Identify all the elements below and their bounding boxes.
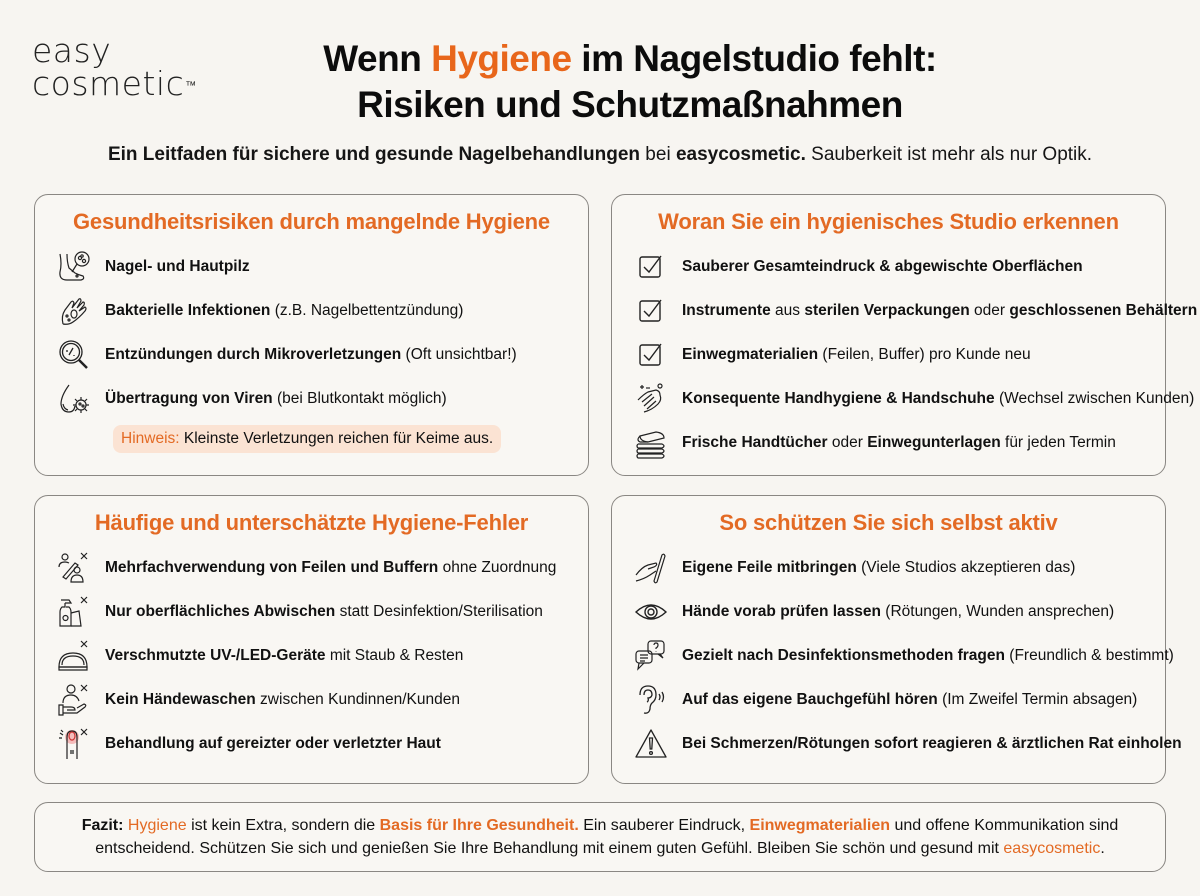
hint-label: Hinweis: [121,430,180,447]
chat-question-icon [634,639,682,673]
card-health-risks [34,194,589,476]
card-title: Häufige und unterschätzte Hygiene-Fehler [94,510,529,535]
title-highlight: Hygiene [431,38,572,79]
towels-icon [634,426,682,460]
subtitle: Ein Leitfaden für sichere und gesunde Nagelbehandlungen bei easycosmetic. Sauberkeit ist mehr als nur Optik. [107,144,1093,165]
hint-text: Kleinste Verletzungen reichen für Keime aus. [179,430,494,447]
logo-line2: cosmetic [32,64,185,103]
spray-wipe-icon [57,595,105,629]
eye-icon [634,595,682,629]
logo-line1: easy [32,31,112,70]
list-item: Übertragung von Viren (bei Blutkontakt möglich) [35,377,588,421]
handwash-icon [634,382,682,416]
card-recognize-studio [611,194,1198,476]
no-handwash-icon [57,683,105,717]
ear-icon [634,683,682,717]
list-item: Nur oberflächliches Abwischen statt Desinfektion/Sterilisation [35,590,588,634]
card-title: So schützen Sie sich selbst aktiv [719,510,1058,535]
checkbox-icon [634,294,682,328]
list-item: Mehrfachverwendung von Feilen und Buffern ohne Zuordnung [35,546,588,590]
list-item: Sauberer Gesamteindruck & abgewischte Oberflächen [612,245,1165,289]
list-item: Entzündungen durch Mikroverletzungen (Oft unsichtbar!) [35,333,588,377]
shared-file-icon [57,551,105,585]
fazit-label: Fazit: [81,817,124,834]
list-item: Kein Händewaschen zwischen Kundinnen/Kunden [35,678,588,722]
list-item: Bei Schmerzen/Rötungen sofort reagieren & ärztlichen Rat einholen [612,722,1165,766]
list-item: Verschmutzte UV-/LED-Geräte mit Staub & Resten [35,634,588,678]
page-title: Wenn Hygiene im Nagelstudio fehlt: Risiken und Schutzmaßnahmen [323,38,937,125]
list-item: Konsequente Handhygiene & Handschuhe (Wechsel zwischen Kunden) [612,377,1165,421]
card-title: Gesundheitsrisiken durch mangelnde Hygiene [73,209,550,234]
list-item: Behandlung auf gereizter oder verletzter Haut [35,722,588,766]
magnifier-icon [57,338,105,372]
checkbox-icon [634,338,682,372]
list-item: Auf das eigene Bauchgefühl hören (Im Zweifel Termin absagen) [612,678,1165,722]
blood-virus-icon [57,382,105,416]
warning-icon [634,727,682,761]
conclusion-box: Fazit: Hygiene ist kein Extra, sondern die Basis für Ihre Gesundheit. Ein sauberer Eindruck, Einwegmaterialien und offene Kommunikation sind entscheidend. Schützen Sie sich und genießen Sie Ihre Behandlung mit einem guten Gefühl. Bleiben Sie schön und gesund mit easycosmetic. [34,802,1166,872]
irritated-finger-icon [57,727,105,761]
trademark: ™ [185,79,197,92]
card-title: Woran Sie ein hygienisches Studio erkennen [658,209,1119,234]
list-item: Gezielt nach Desinfektionsmethoden fragen (Freundlich & bestimmt) [612,634,1165,678]
list-item: Frische Handtücher oder Einwegunterlagen für jeden Termin [612,421,1165,465]
list-item: Hände vorab prüfen lassen (Rötungen, Wunden ansprechen) [612,590,1165,634]
list-item: Eigene Feile mitbringen (Viele Studios akzeptieren das) [612,546,1165,590]
hint-note [113,425,501,453]
list-item: Instrumente aus sterilen Verpackungen oder geschlossenen Behältern [612,289,1165,333]
list-item: Einwegmaterialien (Feilen, Buffer) pro Kunde neu [612,333,1165,377]
hand-bacteria-icon [57,294,105,328]
foot-fungus-icon [57,250,105,284]
uv-lamp-icon [57,639,105,673]
card-protect-yourself [611,495,1182,784]
list-item: Bakterielle Infektionen (z.B. Nagelbettentzündung) [35,289,588,333]
brand-logo [32,31,197,103]
list-item: Nagel- und Hautpilz [35,245,588,289]
own-file-icon [634,551,682,585]
card-hygiene-mistakes [34,495,589,784]
checkbox-icon [634,250,682,284]
brand-link: easycosmetic [1003,840,1101,857]
